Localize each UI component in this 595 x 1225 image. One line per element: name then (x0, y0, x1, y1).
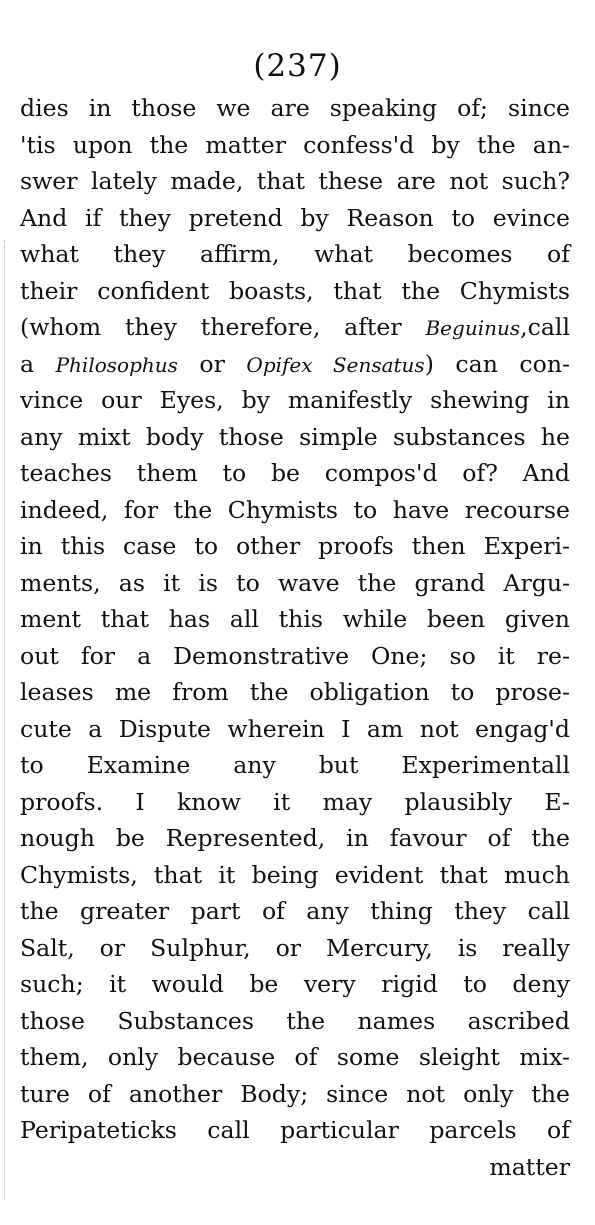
text-segment: a (20, 349, 56, 378)
text-line: them, only because of some sleight mix- (20, 1043, 570, 1071)
italic-term-opifex-sensatus: Opifex Sensatus (246, 352, 425, 377)
text-line: to Examine any but Experimentall (20, 751, 570, 779)
text-line: dies in those we are speaking of; since (20, 94, 570, 122)
text-line: swer lately made, that these are not such? (20, 167, 570, 195)
text-line: And if they pretend by Reason to evince (20, 203, 570, 232)
text-line: Peripateticks call particular parcels of (20, 1116, 570, 1144)
text-line: in this case to other proofs then Experi- (20, 532, 570, 560)
text-line: such; it would be very rigid to deny (20, 970, 570, 998)
text-line: the greater part of any thing they call (20, 897, 570, 925)
text-line: cute a Dispute wherein I am not engag'd (20, 714, 570, 743)
text-line: indeed, for the Chymists to have recourse (20, 495, 570, 524)
body-text (20, 90, 570, 1185)
text-line: proofs. I know it may plausibly E- (20, 787, 570, 816)
text-line: Salt, or Sulphur, or Mercury, is really (20, 933, 570, 962)
text-line (20, 309, 570, 346)
text-segment: ) can con- (424, 349, 570, 378)
text-line: 'tis upon the matter confess'd by the an- (20, 130, 570, 159)
text-line: ments, as it is to wave the grand Argu- (20, 568, 570, 597)
page-edge-rule (4, 240, 5, 1200)
text-line (20, 346, 570, 383)
text-line: nough be Represented, in favour of the (20, 824, 570, 852)
text-line: any mixt body those simple substances he (20, 422, 570, 451)
text-line: ment that has all this while been given (20, 605, 570, 633)
text-line: leases me from the obligation to prose- (20, 678, 570, 706)
text-line: teaches them to be compos'd of? And (20, 459, 570, 487)
italic-term-philosophus: Philosophus (55, 352, 178, 377)
text-line: what they affirm, what becomes of (20, 240, 570, 268)
text-line: those Substances the names ascribed (20, 1006, 570, 1035)
text-line: out for a Demonstrative One; so it re- (20, 641, 570, 670)
text-segment: or (177, 349, 247, 378)
text-segment: (whom they therefore, after (20, 313, 426, 341)
italic-name-beguinus: Beguinus (425, 316, 521, 340)
page-number: (237) (253, 48, 342, 84)
text-line: their confident boasts, that the Chymists (20, 276, 570, 305)
text-line: Chymists, that it being evident that much (20, 860, 570, 889)
catchword: matter (489, 1152, 570, 1181)
text-line: ture of another Body; since not only the (20, 1079, 570, 1108)
text-segment: ,call (520, 313, 570, 341)
text-line: vince our Eyes, by manifestly shewing in (20, 386, 570, 414)
